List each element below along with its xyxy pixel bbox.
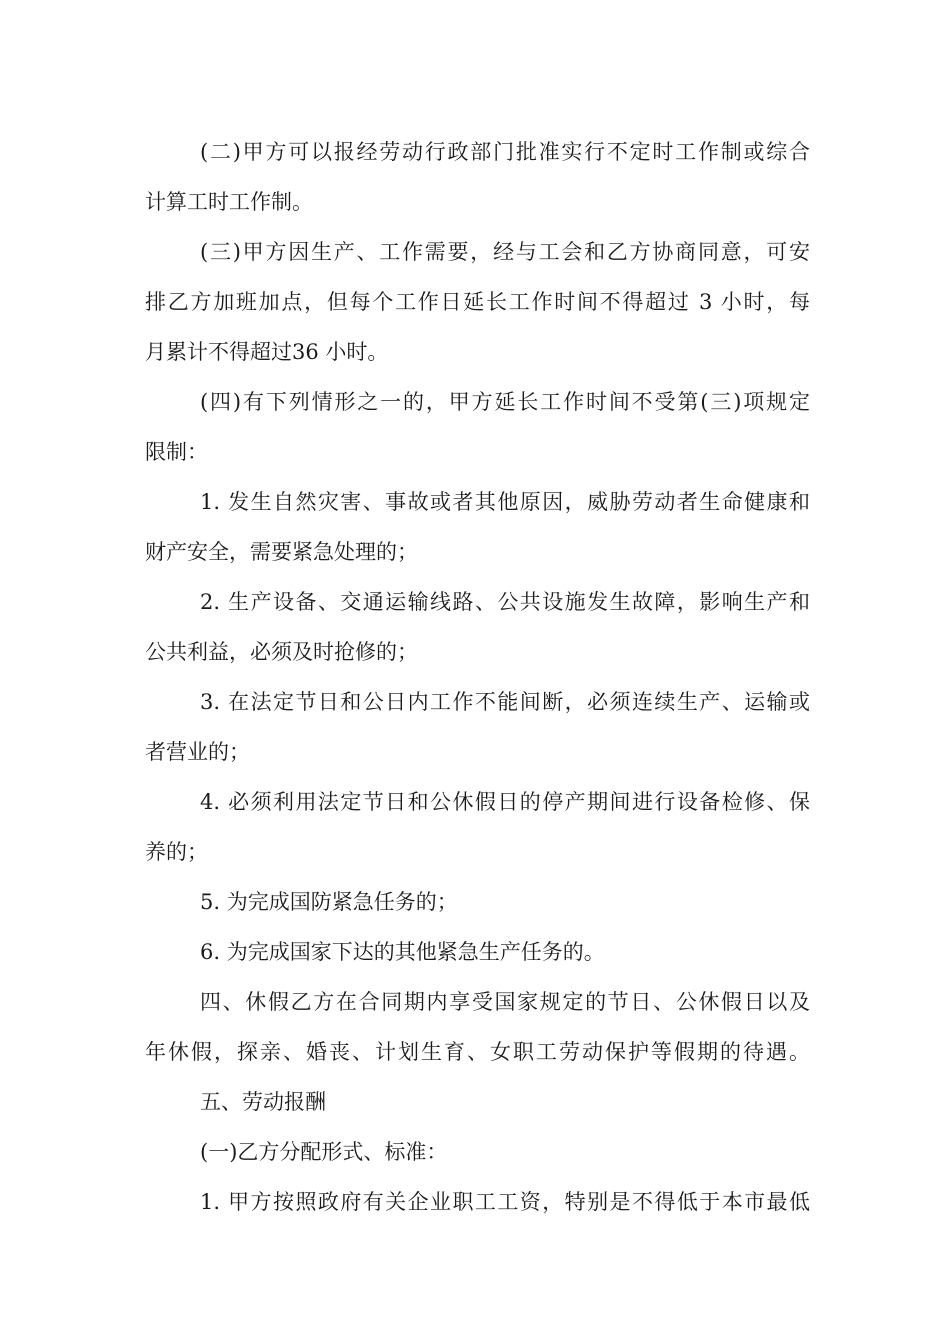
paragraph-line: (一)乙方分配形式、标准： (200, 1140, 448, 1164)
paragraph-line: 2. 生产设备、交通运输线路、公共设施发生故障，影响生产和 (200, 590, 810, 614)
paragraph-line: 1. 发生自然灾害、事故或者其他原因，威胁劳动者生命健康和 (200, 490, 810, 514)
paragraph-line: 财产安全，需要紧急处理的； (145, 540, 418, 564)
paragraph-line: 6. 为完成国家下达的其他紧急生产任务的。 (200, 940, 605, 964)
paragraph-line: (二)甲方可以报经劳动行政部门批准实行不定时工作制或综合 (200, 140, 810, 164)
paragraph-line: 月累计不得超过36 小时。 (145, 340, 389, 364)
section-heading: 五、劳动报酬 (200, 1090, 326, 1114)
paragraph-line: 年休假，探亲、婚丧、计划生育、女职工劳动保护等假期的待遇。 (145, 1040, 810, 1064)
paragraph-line: 四、休假乙方在合同期内享受国家规定的节日、公休假日以及 (200, 990, 810, 1014)
paragraph-line: 养的； (145, 840, 208, 864)
paragraph-line: 者营业的； (145, 740, 250, 764)
paragraph-line: 3. 在法定节日和公日内工作不能间断，必须连续生产、运输或 (200, 690, 810, 714)
paragraph-line: 限制： (145, 440, 208, 464)
paragraph-line: 4. 必须利用法定节日和公休假日的停产期间进行设备检修、保 (200, 790, 810, 814)
paragraph-line: 5. 为完成国防紧急任务的； (200, 890, 458, 914)
paragraph-line: (三)甲方因生产、工作需要，经与工会和乙方协商同意，可安 (200, 240, 810, 264)
paragraph-line: 1. 甲方按照政府有关企业职工工资，特别是不得低于本市最低 (200, 1190, 810, 1214)
paragraph-line: (四)有下列情形之一的，甲方延长工作时间不受第(三)项规定 (200, 390, 810, 414)
paragraph-line: 计算工时工作制。 (145, 190, 313, 214)
paragraph-line: 公共利益，必须及时抢修的； (145, 640, 418, 664)
paragraph-line: 排乙方加班加点，但每个工作日延长工作时间不得超过 3 小时，每 (145, 290, 810, 314)
